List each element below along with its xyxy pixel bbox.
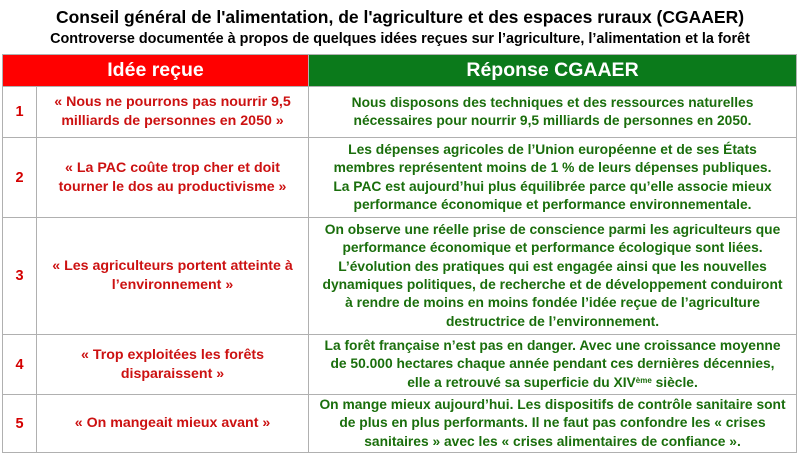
table-row [3, 218, 797, 335]
reponse-line: La forêt française n’est pas en danger. Avec une croissance moyenne [324, 337, 781, 353]
reponse-line [313, 374, 792, 392]
reponse-line: nécessaires pour nourrir 9,5 milliards de personnes en 2050. [353, 113, 752, 128]
reponse-line: à rendre de moins en moins fondée l’idée reçue de l’agriculture [345, 295, 760, 311]
reponse-cell [309, 335, 797, 395]
table-row [3, 87, 797, 138]
idee-line: « La PAC coûte trop cher et doit [65, 159, 280, 176]
reponse-line: de 50.000 hectares chaque année pendant ces dernières décennies, [330, 356, 775, 372]
reponse-line: La PAC est aujourd’hui plus équilibrée parce qu’elle associe mieux [333, 178, 772, 194]
idee-line: « Trop exploitées les forêts [81, 346, 264, 363]
reponse-line: On mange mieux aujourd’hui. Les dispositifs de contrôle sanitaire sont [319, 396, 786, 412]
reponse-line: de plus en plus performants. Il ne faut pas confondre les « crises [339, 415, 766, 431]
header-idee-recue: Idée reçue [3, 55, 309, 87]
table-row [3, 335, 797, 395]
row-number: 1 [3, 87, 37, 138]
idee-cell [37, 395, 309, 453]
reponse-cell [309, 395, 797, 453]
idee-cell [37, 335, 309, 395]
table-row [3, 395, 797, 453]
idee-line: « Les agriculteurs portent atteinte à [52, 258, 293, 274]
reponse-line: Les dépenses agricoles de l’Union européenne et de ses États [348, 141, 757, 157]
table-row [3, 138, 797, 218]
row-number: 3 [3, 218, 37, 335]
page-title: Conseil général de l'alimentation, de l'agriculture et des espaces ruraux (CGAAER) [55, 7, 745, 27]
reponse-cell [309, 138, 797, 218]
idee-cell [37, 87, 309, 138]
ideas-table [2, 54, 797, 453]
reponse-line: On observe une réelle prise de conscience parmi les agriculteurs que [324, 221, 781, 237]
idee-line: « On mangeait mieux avant » [74, 415, 271, 431]
row-number: 4 [3, 335, 37, 395]
reponse-cell [309, 87, 797, 138]
page-subtitle: Controverse documentée à propos de quelques idées reçues sur l’agriculture, l’alimentation et la forêt [50, 31, 750, 47]
idee-line: « Nous ne pourrons pas nourrir 9,5 [54, 94, 291, 110]
century-superscript: ème [635, 375, 652, 385]
table-header-row [3, 55, 797, 87]
row-number: 5 [3, 395, 37, 453]
reponse-line: dynamiques politiques, de recherche et de développement conduiront [322, 277, 783, 292]
reponse-line: Nous disposons des techniques et des ressources naturelles [351, 94, 754, 110]
reponse-line: performance économique et performance environnementale. [353, 196, 752, 212]
header-reponse-cgaaer: Réponse CGAAER [309, 55, 797, 87]
row-number: 2 [3, 138, 37, 218]
reponse-line-prefix: elle a retrouvé sa superficie du XIV [407, 374, 636, 390]
idee-line: disparaissent » [120, 365, 225, 382]
reponse-line-suffix: siècle. [651, 374, 698, 390]
idee-cell [37, 218, 309, 335]
reponse-line: destructrice de l’environnement. [445, 313, 660, 329]
idee-line: tourner le dos au productivisme » [58, 178, 287, 195]
reponse-line: performance économique et performance écologique sont liées. [342, 240, 763, 256]
reponse-cell [309, 218, 797, 335]
idee-line: milliards de personnes en 2050 » [61, 113, 284, 129]
idee-line: l’environnement » [111, 277, 234, 293]
reponse-line: membres représentent moins de 1 % de leurs dépenses publiques. [333, 160, 772, 176]
reponse-line: sanitaires » avec les « crises alimentaires de confiance ». [364, 433, 741, 449]
reponse-line: L’évolution des pratiques qui est engagée ainsi que les nouvelles [338, 258, 767, 274]
idee-cell [37, 138, 309, 218]
